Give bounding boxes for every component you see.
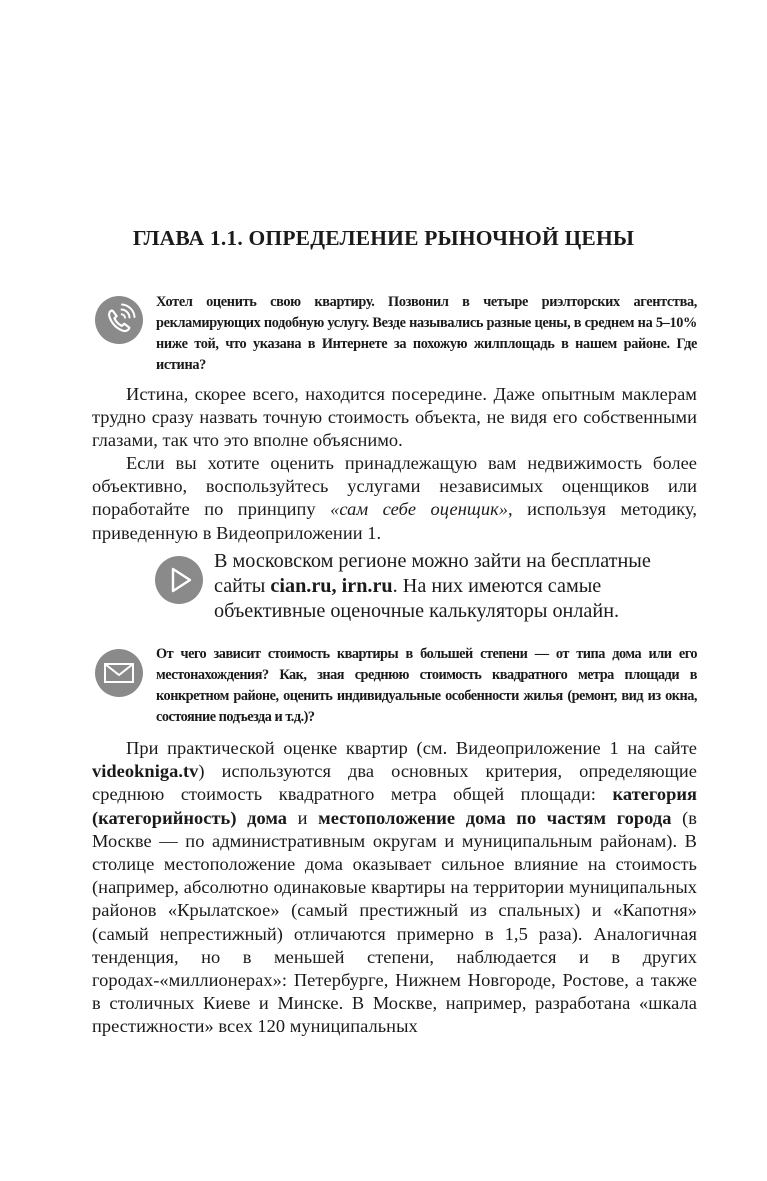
video-note-text — [214, 549, 697, 624]
answer-paragraph: Истина, скорее всего, находится посередине. Даже опытным маклерам трудно сразу назвать точную стоимость объекта, не видя его собственными глазами, так что это вполне объяснимо. — [92, 384, 697, 451]
envelope-icon — [95, 649, 143, 697]
question-text: Хотел оценить свою квартиру. Позвонил в четыре риэлторских агентства, рекламирующих подобную услугу. Везде назывались разные цены, в среднем на 5–10% ниже той, что указана в Интернете за похожую жилплощадь в нашем районе. Где истина? — [156, 294, 697, 373]
question-block-mail — [92, 644, 697, 732]
self-appraiser-phrase: «сам себе оценщик» — [330, 499, 508, 520]
question-block-phone — [92, 292, 697, 380]
criterion-location: местоположение дома по частям города — [318, 807, 672, 828]
advice-paragraph — [92, 452, 697, 545]
criteria-paragraph — [92, 737, 697, 1039]
advice-text-end: , используя методику, приведенную в Видеоприложении 1. — [92, 499, 697, 543]
video-note-text-end: . На них имеются самые объективные оценочные калькуляторы онлайн. — [214, 575, 620, 622]
real-estate-sites: cian.ru, irn.ru — [270, 575, 393, 597]
criteria-text-middle: ) используются два основных критерия, определяющие среднюю стоимость квадратного метра общей площади: — [92, 761, 697, 805]
criteria-text-start: При практической оценке квартир (см. Видеоприложение 1 на сайте — [126, 738, 697, 758]
chapter-title: ГЛАВА 1.1. ОПРЕДЕЛЕНИЕ РЫНОЧНОЙ ЦЕНЫ — [132, 226, 635, 250]
video-note-text-start: В московском регионе можно зайти на бесплатные сайты — [214, 550, 651, 597]
question-text: От чего зависит стоимость квартиры в большей степени — от типа дома или его местонахождения? Как, зная среднюю стоимость квадратного метра площади в конкретном районе, оценить индивидуальные особенности жилья (ремонт, вид из окна, состояние подъезда и т.д.)? — [156, 646, 697, 725]
videokniga-link: videokniga.tv — [92, 761, 199, 782]
play-icon — [155, 556, 203, 604]
phone-icon — [95, 296, 143, 344]
criteria-conjunction: и — [287, 807, 319, 828]
criterion-category: категория (категорийность) дома — [92, 784, 697, 828]
criteria-text-end: (в Москве — по административным округам и муниципальным районам). В столице местоположение дома оказывает сильное влияние на стоимость (например, абсолютно одинаковые квартиры на территории муниципальных районов «Крылатское» (самый престижный из спальных) и «Капотня» (самый непрестижный) отличаются примерно в 1,5 раза). Аналогичная тенденция, но в меньшей степени, наблюдается и в других городах-«миллионерах»: Петербурге, Нижнем Новгороде, Ростове, а также в столичных Киеве и Минске. В Москве, например, разработана «шкала престижности» всех 120 муниципальных — [92, 807, 697, 1037]
advice-text-start: Если вы хотите оценить принадлежащую вам недвижимость более объективно, воспользуйтесь услугами независимых оценщиков или поработайте по принципу — [92, 453, 697, 520]
